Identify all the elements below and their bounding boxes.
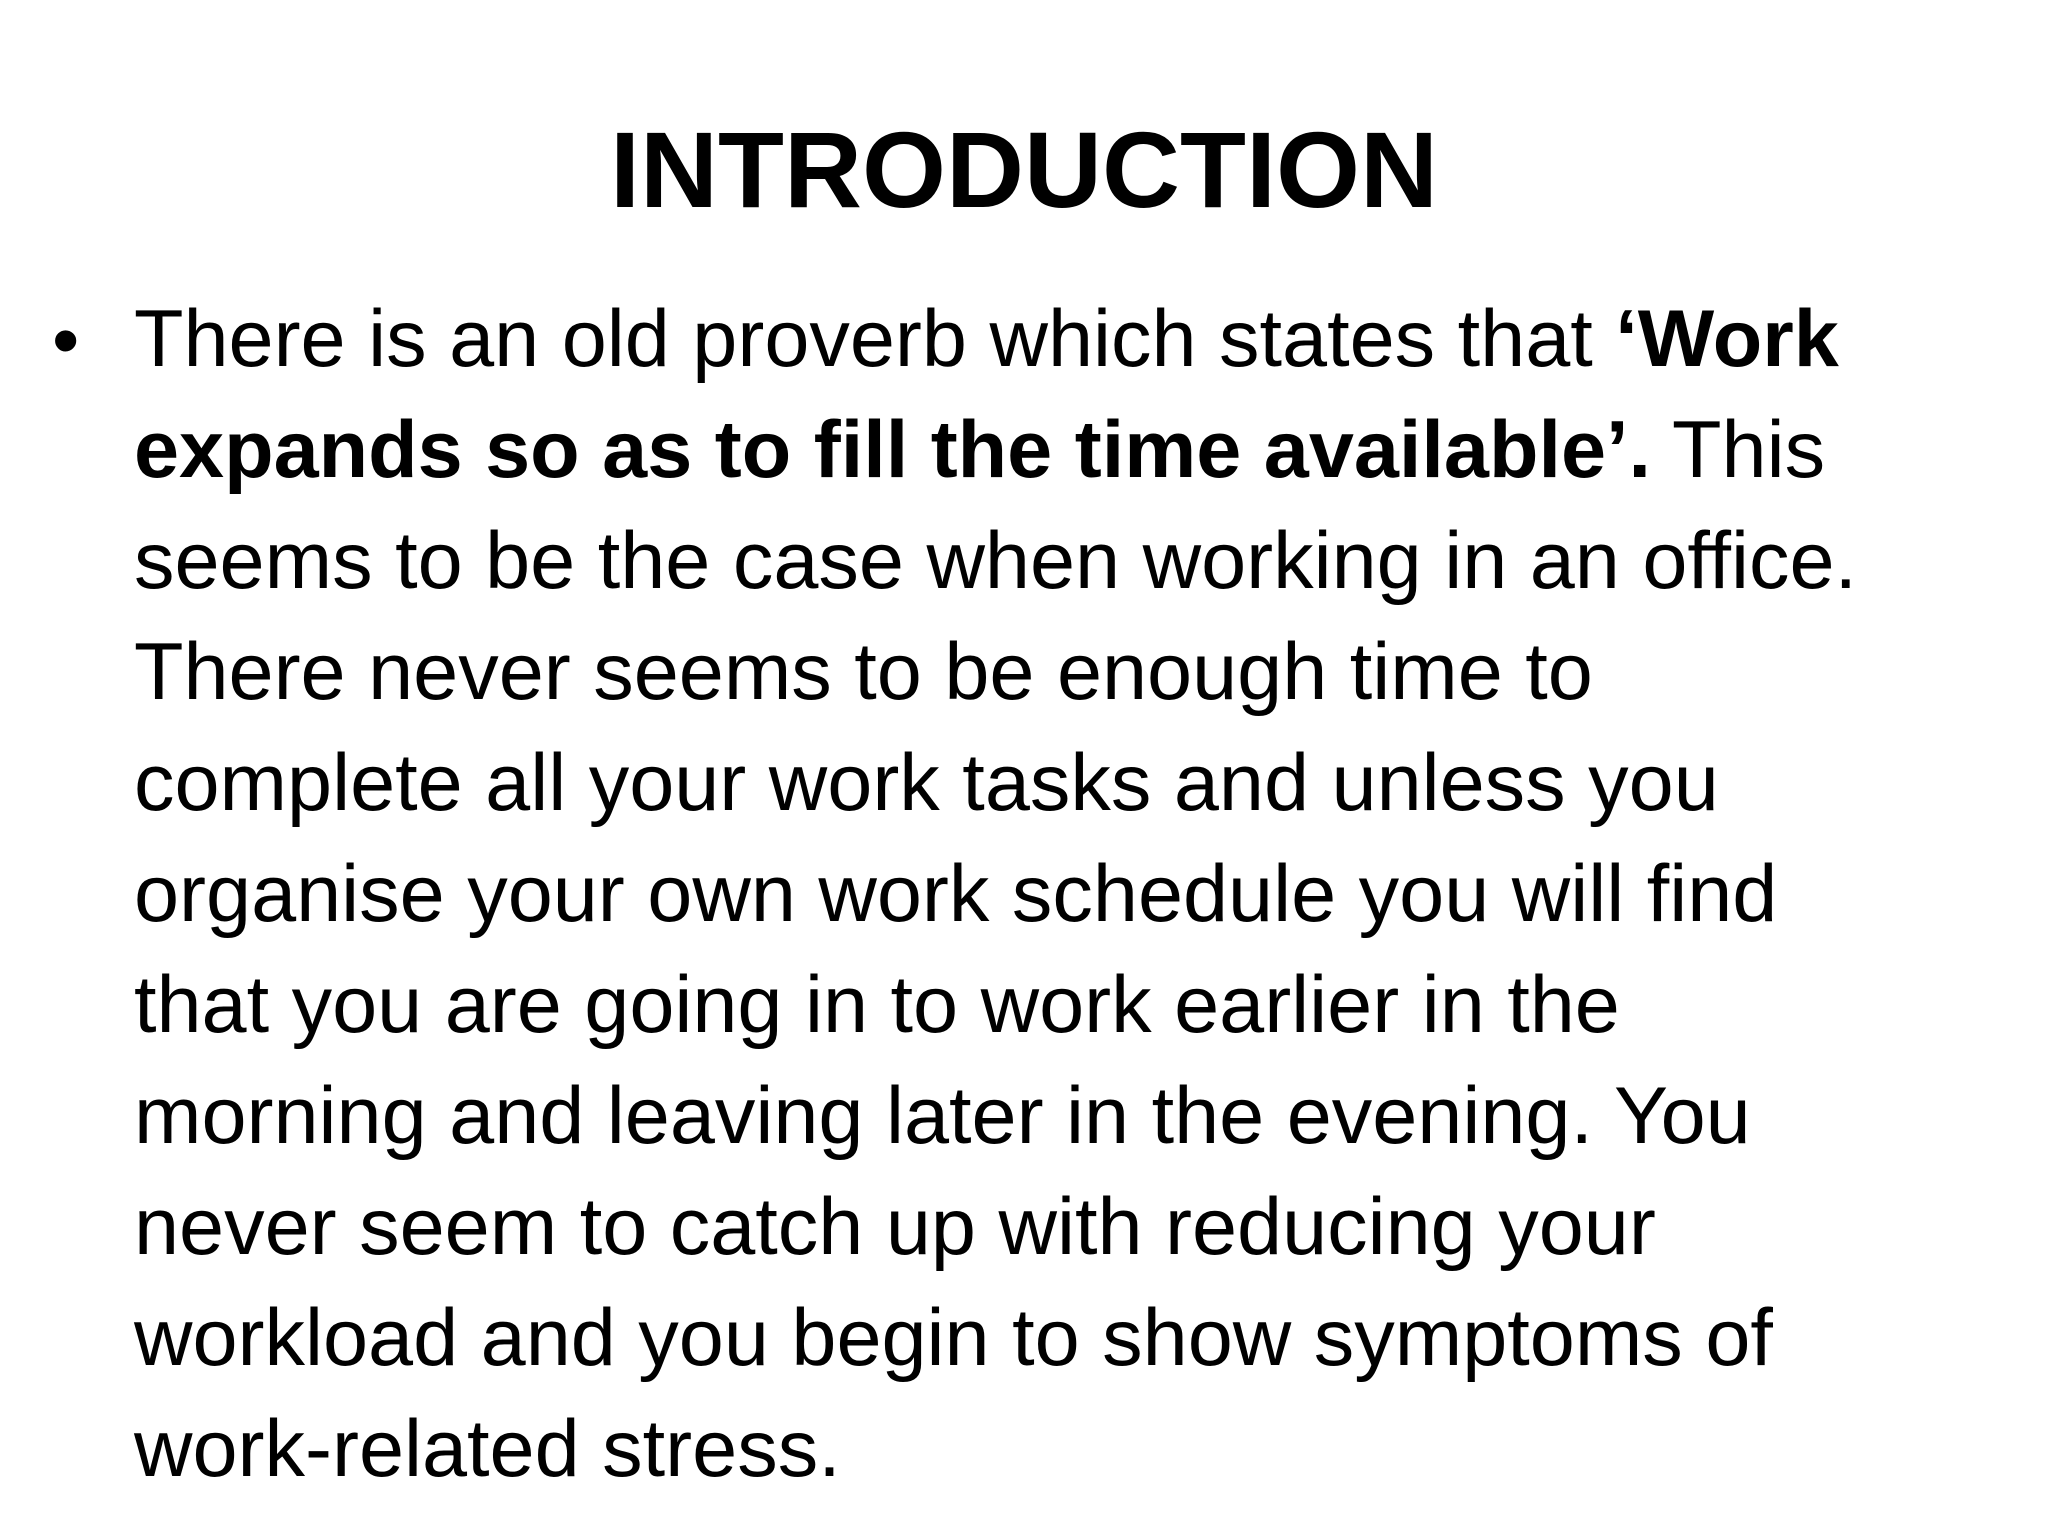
- bullet-paragraph: [134, 284, 1972, 1505]
- slide-body: [52, 284, 1972, 1505]
- paragraph-line: that you are going in to work earlier in the: [134, 960, 1620, 1050]
- paragraph-text: This: [1651, 405, 1826, 495]
- paragraph-text: There is an old proverb which states that: [134, 294, 1616, 384]
- paragraph-line: organise your own work schedule you will find: [134, 849, 1778, 939]
- paragraph-line: There never seems to be enough time to: [134, 627, 1593, 717]
- paragraph-line: [134, 395, 1972, 506]
- proverb-quote-start: ‘Work: [1615, 294, 1839, 384]
- paragraph-line: work-related stress.: [134, 1404, 841, 1494]
- paragraph-line: seems to be the case when working in an office.: [134, 516, 1857, 606]
- paragraph-line: never seem to catch up with reducing your: [134, 1182, 1656, 1272]
- proverb-quote-end: expands so as to fill the time available’.: [134, 405, 1652, 495]
- bullet-item: [52, 284, 1972, 1505]
- bullet-icon: •: [52, 296, 80, 384]
- paragraph-line: [134, 284, 1972, 395]
- paragraph-line: complete all your work tasks and unless you: [134, 738, 1719, 828]
- paragraph-line: workload and you begin to show symptoms of: [134, 1293, 1773, 1383]
- paragraph-line: morning and leaving later in the evening. You: [134, 1071, 1751, 1161]
- slide-title: INTRODUCTION: [610, 109, 1438, 230]
